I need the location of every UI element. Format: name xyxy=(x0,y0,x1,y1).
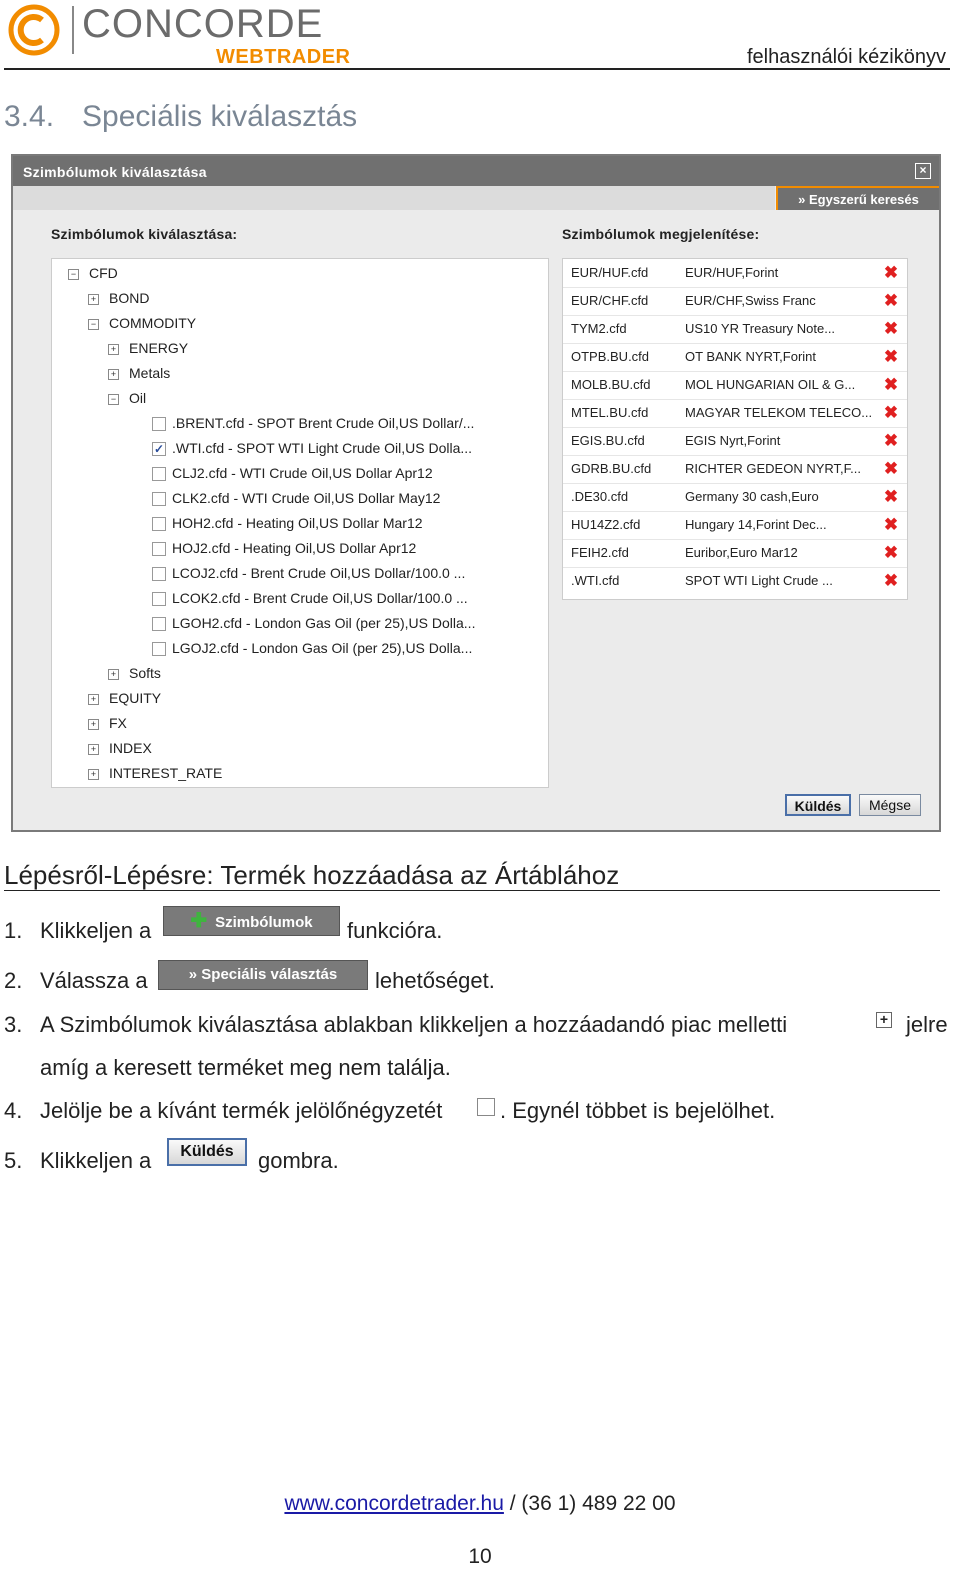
step-text: Jelölje be a kívánt termék jelölőnégyzetét xyxy=(40,1098,443,1123)
symbol-name: EGIS Nyrt,Forint xyxy=(685,433,781,448)
remove-icon[interactable]: ✖ xyxy=(883,431,899,450)
header-rule xyxy=(4,68,950,70)
step-number: 5. xyxy=(4,1148,23,1173)
tree-node-label: BOND xyxy=(109,290,150,306)
step-3 xyxy=(4,1012,787,1038)
tree-leaf-label: .BRENT.cfd - SPOT Brent Crude Oil,US Dollar/... xyxy=(172,415,475,431)
symbols-chip xyxy=(163,906,340,936)
symbol-row[interactable] xyxy=(563,315,907,344)
steps-heading: Lépésről-Lépésre: Termék hozzáadása az Ártáblához xyxy=(4,860,620,890)
collapse-icon[interactable]: − xyxy=(108,394,119,405)
checkbox-icon xyxy=(477,1098,495,1116)
symbol-name: RICHTER GEDEON NYRT,F... xyxy=(685,461,862,476)
step-5-end: gombra. xyxy=(258,1148,339,1173)
symbol-code: EGIS.BU.cfd xyxy=(571,433,645,448)
step-text: Válassza a xyxy=(40,968,148,993)
tree-node-label: INDEX xyxy=(109,740,152,756)
symbol-code: TYM2.cfd xyxy=(571,321,627,336)
tree-node[interactable] xyxy=(88,740,152,760)
step-number: 3. xyxy=(4,1012,23,1037)
expand-icon[interactable]: + xyxy=(88,769,99,780)
symbol-tree xyxy=(51,258,549,788)
section-heading xyxy=(4,100,357,134)
step-3-continued: amíg a keresett terméket meg nem találja. xyxy=(40,1055,451,1080)
step-1 xyxy=(4,918,151,944)
tree-node-label: Metals xyxy=(129,365,171,381)
symbol-row[interactable] xyxy=(563,427,907,456)
remove-icon[interactable]: ✖ xyxy=(883,375,899,394)
tree-leaf-label: CLJ2.cfd - WTI Crude Oil,US Dollar Apr12 xyxy=(172,465,433,481)
selected-symbols-list xyxy=(562,258,908,600)
close-icon[interactable]: × xyxy=(915,163,931,179)
cancel-button[interactable]: Mégse xyxy=(859,794,921,816)
concorde-logo xyxy=(6,2,351,70)
step-number: 1. xyxy=(4,918,23,943)
page-number: 10 xyxy=(468,1545,492,1568)
symbol-name: Germany 30 cash,Euro xyxy=(685,489,819,504)
send-button-illustration: Küldés xyxy=(167,1138,247,1166)
tree-node-label: FX xyxy=(109,715,127,731)
expand-icon: + xyxy=(876,1012,892,1028)
collapse-icon[interactable]: − xyxy=(68,269,79,280)
remove-icon[interactable]: ✖ xyxy=(883,347,899,366)
simple-search-button[interactable]: » Egyszerű keresés xyxy=(776,186,939,210)
dialog-title: Szimbólumok kiválasztása xyxy=(23,164,207,180)
remove-icon[interactable]: ✖ xyxy=(883,459,899,478)
remove-icon[interactable]: ✖ xyxy=(883,291,899,310)
symbol-name: MAGYAR TELEKOM TELECO... xyxy=(685,405,873,420)
concorde-c-icon xyxy=(8,4,60,56)
tree-leaf[interactable] xyxy=(152,465,433,485)
tree-node-label: Oil xyxy=(129,390,147,406)
logo-divider xyxy=(72,6,74,54)
tree-node-label: COMMODITY xyxy=(109,315,197,331)
footer-phone: / (36 1) 489 22 00 xyxy=(509,1492,676,1515)
symbol-code: .DE30.cfd xyxy=(571,489,629,504)
tree-leaf[interactable] xyxy=(152,515,423,535)
symbol-code: MTEL.BU.cfd xyxy=(571,405,649,420)
symbol-row[interactable] xyxy=(563,287,907,316)
special-selection-chip: » Speciális választás xyxy=(158,960,368,990)
symbol-row[interactable] xyxy=(563,455,907,484)
tree-node[interactable] xyxy=(88,315,196,335)
checkbox[interactable] xyxy=(152,417,166,431)
tree-leaf-label: LGOH2.cfd - London Gas Oil (per 25),US Dolla... xyxy=(172,615,476,631)
tree-node[interactable] xyxy=(88,715,127,735)
steps-rule xyxy=(4,890,940,891)
document-title: felhasználói kézikönyv xyxy=(747,46,946,68)
step-4 xyxy=(4,1098,442,1124)
remove-icon[interactable]: ✖ xyxy=(883,263,899,282)
checkbox[interactable] xyxy=(152,617,166,631)
tree-leaf-label: HOH2.cfd - Heating Oil,US Dollar Mar12 xyxy=(172,515,423,531)
symbol-name: OT BANK NYRT,Forint xyxy=(685,349,816,364)
collapse-icon[interactable]: − xyxy=(88,319,99,330)
tree-node-label: EQUITY xyxy=(109,690,162,706)
checkbox[interactable] xyxy=(152,642,166,656)
expand-icon[interactable]: + xyxy=(88,294,99,305)
remove-icon[interactable]: ✖ xyxy=(883,403,899,422)
symbol-code: FEIH2.cfd xyxy=(571,545,629,560)
section-number: 3.4. xyxy=(4,100,55,133)
dialog-titlebar xyxy=(13,156,939,186)
checkbox[interactable] xyxy=(152,567,166,581)
tree-leaf-label: LCOK2.cfd - Brent Crude Oil,US Dollar/100.0 ... xyxy=(172,590,468,606)
step-number: 2. xyxy=(4,968,23,993)
tree-leaf-label: CLK2.cfd - WTI Crude Oil,US Dollar May12 xyxy=(172,490,441,506)
expand-icon[interactable]: + xyxy=(88,744,99,755)
tree-leaf[interactable] xyxy=(152,440,472,460)
expand-icon[interactable]: + xyxy=(88,694,99,705)
tree-node-label: INTEREST_RATE xyxy=(109,765,223,781)
step-text: Klikkeljen a xyxy=(40,1148,152,1173)
tree-leaf[interactable] xyxy=(152,415,474,435)
tree-leaf[interactable] xyxy=(152,590,468,610)
symbol-code: OTPB.BU.cfd xyxy=(571,349,650,364)
symbol-selection-dialog xyxy=(11,154,941,832)
tree-leaf-label: .WTI.cfd - SPOT WTI Light Crude Oil,US Dolla... xyxy=(172,440,473,456)
tree-node[interactable] xyxy=(88,765,222,785)
checkbox[interactable] xyxy=(152,467,166,481)
tree-node[interactable] xyxy=(68,265,118,285)
tree-node[interactable] xyxy=(108,665,161,685)
step-2 xyxy=(4,968,148,994)
website-link[interactable]: www.concordetrader.hu xyxy=(284,1492,504,1515)
tree-node[interactable] xyxy=(108,340,188,360)
tree-node[interactable] xyxy=(108,390,146,410)
tree-node[interactable] xyxy=(88,290,149,310)
symbol-row[interactable] xyxy=(563,371,907,400)
symbol-name: Hungary 14,Forint Dec... xyxy=(685,517,827,532)
tree-leaf[interactable] xyxy=(152,540,416,560)
symbol-row[interactable] xyxy=(563,567,907,595)
symbol-row[interactable] xyxy=(563,511,907,540)
checkbox-checked[interactable]: ✓ xyxy=(153,442,165,457)
step-text: Klikkeljen a xyxy=(40,918,152,943)
tree-leaf[interactable] xyxy=(152,640,472,660)
symbol-name: SPOT WTI Light Crude ... xyxy=(685,573,833,588)
symbol-code: .WTI.cfd xyxy=(571,573,620,588)
tree-node-label: CFD xyxy=(89,265,118,281)
symbol-name: Euribor,Euro Mar12 xyxy=(685,545,798,560)
step-number: 4. xyxy=(4,1098,23,1123)
step-4-end: . Egynél többet is bejelölhet. xyxy=(500,1098,776,1123)
symbol-name: EUR/CHF,Swiss Franc xyxy=(685,293,816,308)
plus-icon: ✚ xyxy=(190,910,208,932)
symbol-row[interactable] xyxy=(563,259,907,288)
symbol-name: EUR/HUF,Forint xyxy=(685,265,779,280)
send-button[interactable]: Küldés xyxy=(785,794,851,816)
symbol-row[interactable] xyxy=(563,399,907,428)
symbol-name: US10 YR Treasury Note... xyxy=(685,321,836,336)
expand-icon[interactable]: + xyxy=(108,669,119,680)
tree-leaf[interactable] xyxy=(152,490,440,510)
symbol-name: MOL HUNGARIAN OIL & G... xyxy=(685,377,856,392)
symbol-row[interactable] xyxy=(563,539,907,568)
symbol-code: EUR/HUF.cfd xyxy=(571,265,649,280)
tree-node[interactable] xyxy=(108,365,170,385)
expand-icon[interactable]: + xyxy=(88,719,99,730)
footer xyxy=(0,1492,960,1516)
remove-icon[interactable]: ✖ xyxy=(883,571,899,590)
checkbox[interactable] xyxy=(152,517,166,531)
symbol-code: MOLB.BU.cfd xyxy=(571,377,651,392)
symbol-row[interactable] xyxy=(563,343,907,372)
step-text: A Szimbólumok kiválasztása ablakban klikkeljen a hozzáadandó piac melletti xyxy=(40,1012,788,1037)
symbol-code: HU14Z2.cfd xyxy=(571,517,641,532)
symbol-row[interactable] xyxy=(563,483,907,512)
step-5 xyxy=(4,1148,151,1174)
tree-leaf[interactable] xyxy=(152,615,475,635)
tree-leaf-label: HOJ2.cfd - Heating Oil,US Dollar Apr12 xyxy=(172,540,417,556)
step-2-end: lehetőséget. xyxy=(375,968,495,993)
remove-icon[interactable]: ✖ xyxy=(883,487,899,506)
section-title: Speciális kiválasztás xyxy=(82,100,358,133)
checkbox[interactable] xyxy=(152,492,166,506)
logo-name: CONCORDE xyxy=(82,2,324,46)
logo-subtitle: WEBTRADER xyxy=(216,46,351,68)
tree-node-label: ENERGY xyxy=(129,340,189,356)
symbol-code: EUR/CHF.cfd xyxy=(571,293,649,308)
tree-leaf-label: LGOJ2.cfd - London Gas Oil (per 25),US Dolla... xyxy=(172,640,473,656)
remove-icon[interactable]: ✖ xyxy=(883,515,899,534)
step-1-end: funkcióra. xyxy=(347,918,443,943)
display-panel-label: Szimbólumok megjelenítése: xyxy=(562,226,760,242)
step-3-end: jelre xyxy=(906,1012,948,1037)
select-panel-label: Szimbólumok kiválasztása: xyxy=(51,226,238,242)
expand-icon[interactable]: + xyxy=(108,344,119,355)
tree-node[interactable] xyxy=(88,690,161,710)
remove-icon[interactable]: ✖ xyxy=(883,319,899,338)
tree-leaf[interactable] xyxy=(152,565,465,585)
tree-node-label: Softs xyxy=(129,665,161,681)
checkbox[interactable] xyxy=(152,542,166,556)
symbol-code: GDRB.BU.cfd xyxy=(571,461,652,476)
dialog-toolbar xyxy=(13,186,775,210)
checkbox[interactable] xyxy=(152,592,166,606)
chip-label: Szimbólumok xyxy=(215,914,313,931)
expand-icon[interactable]: + xyxy=(108,369,119,380)
remove-icon[interactable]: ✖ xyxy=(883,543,899,562)
tree-leaf-label: LCOJ2.cfd - Brent Crude Oil,US Dollar/100.0 ... xyxy=(172,565,466,581)
